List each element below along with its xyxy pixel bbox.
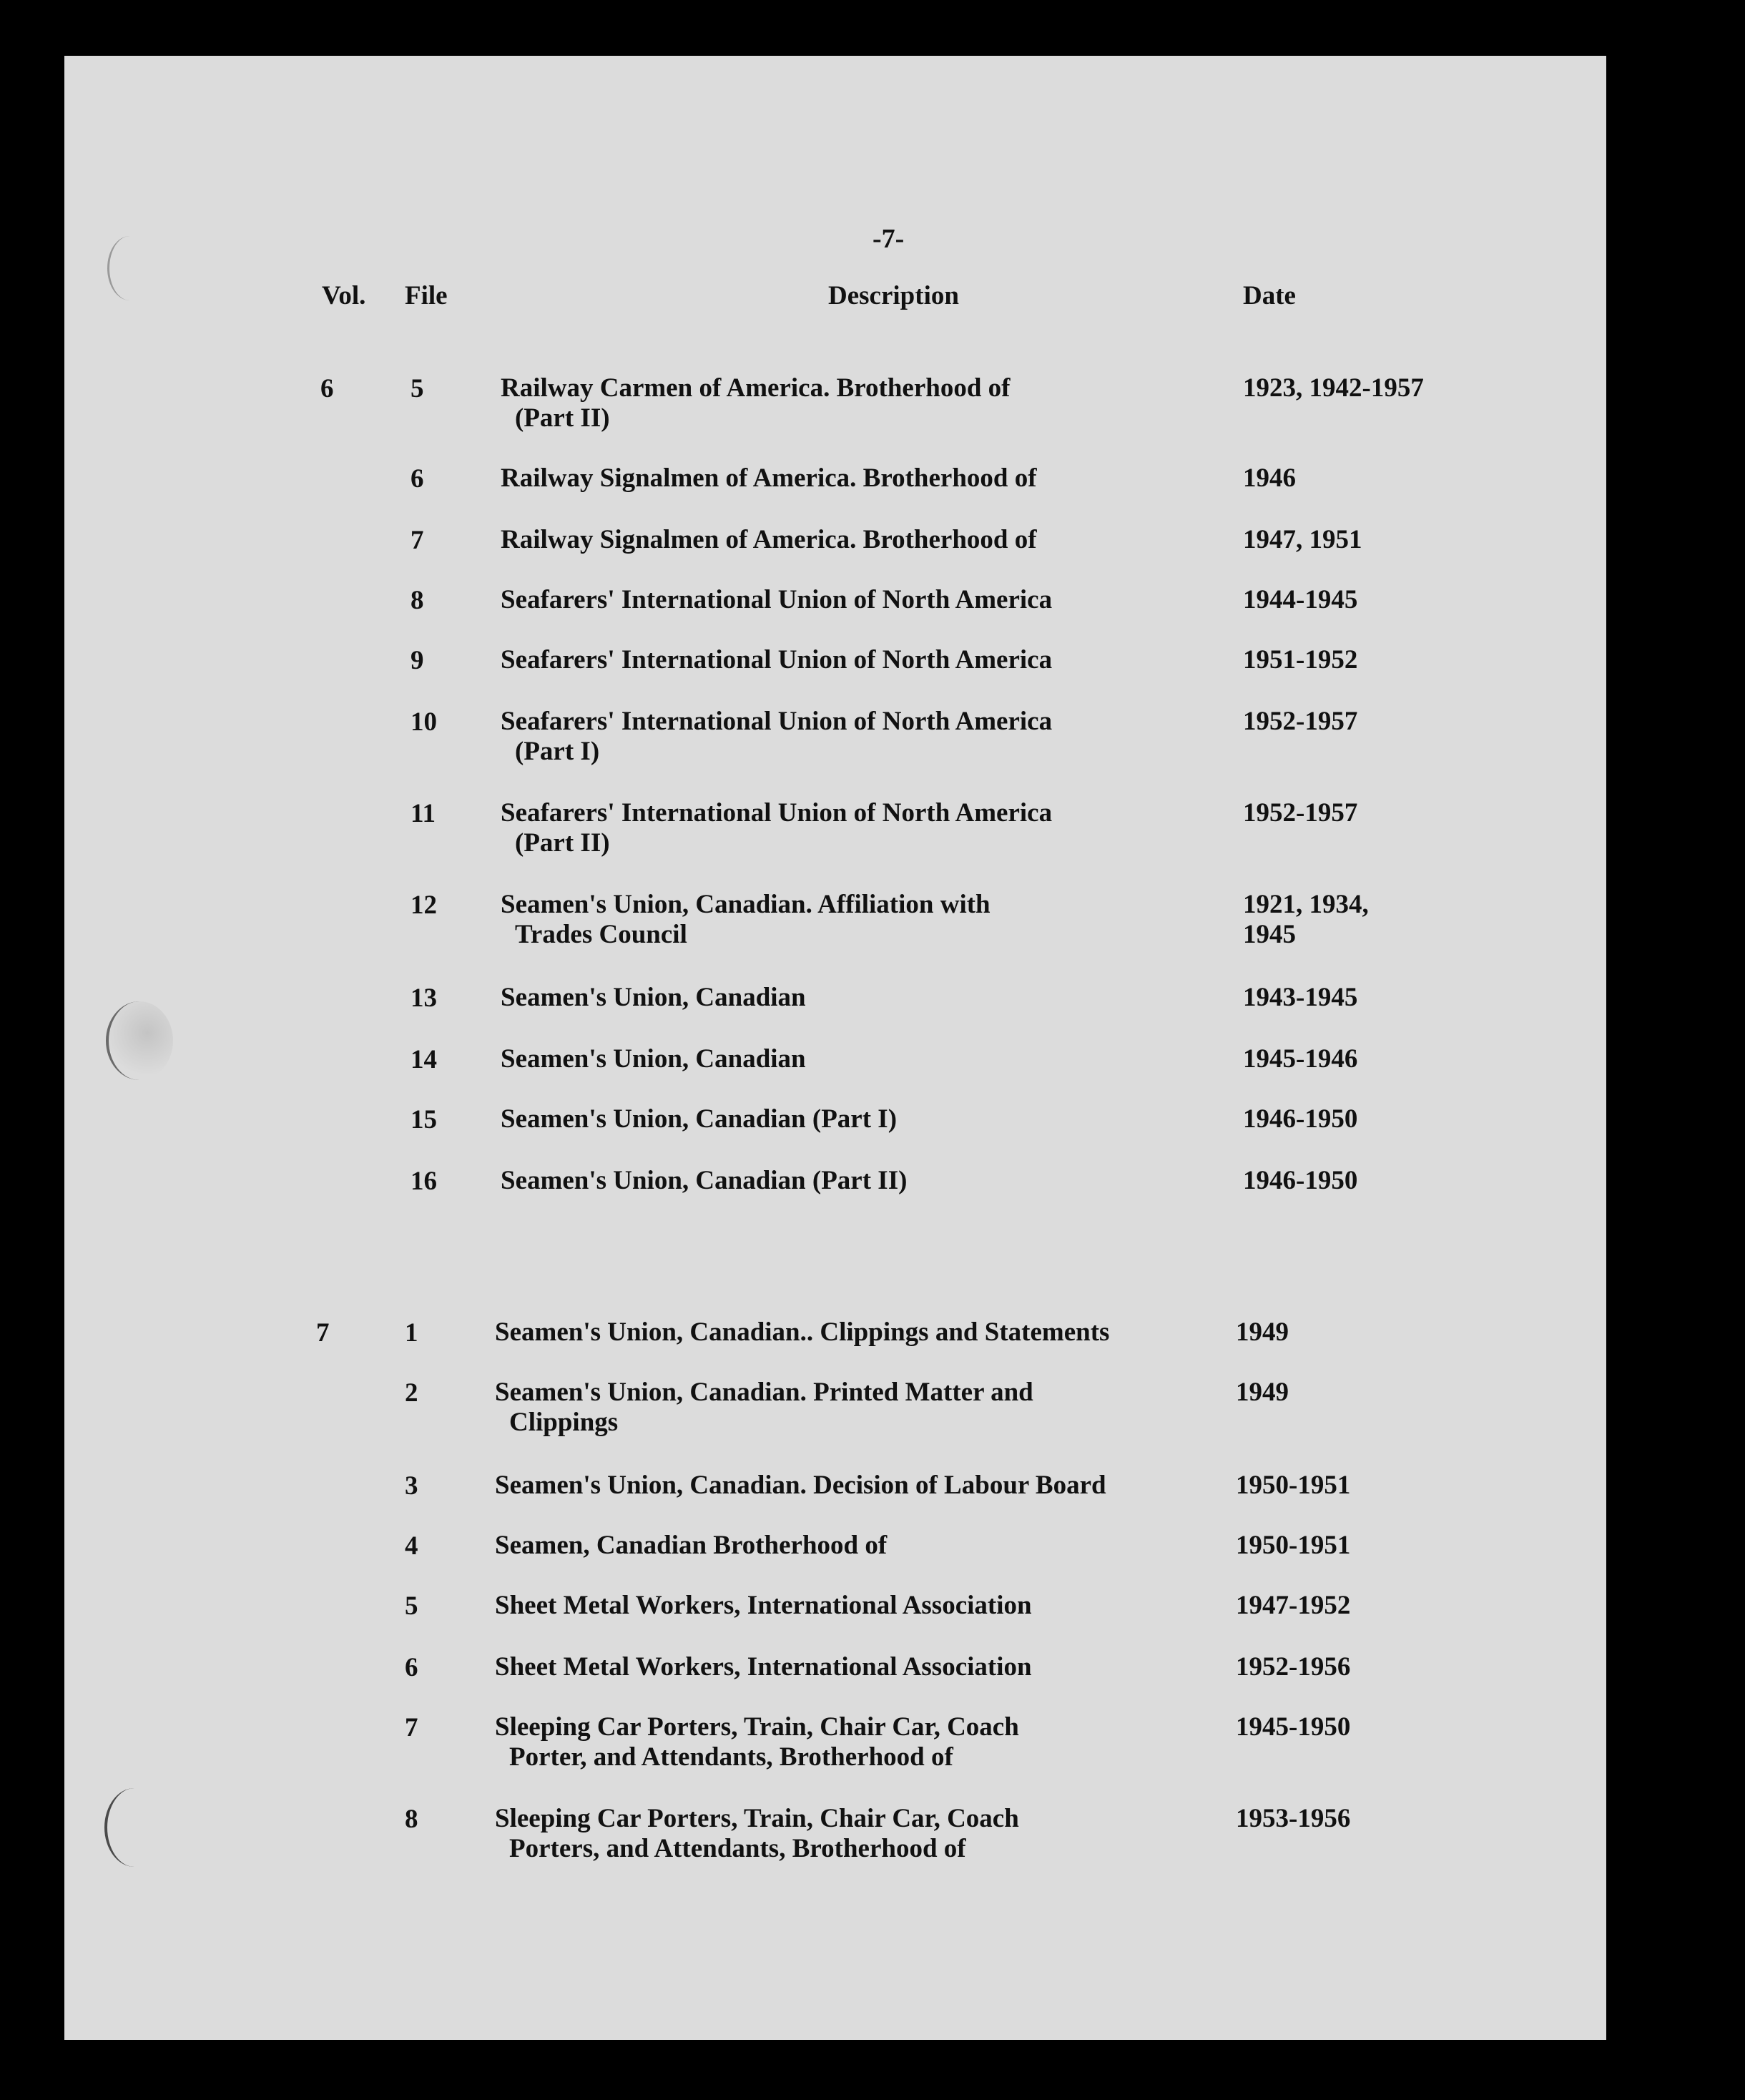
header-file: File: [405, 281, 448, 310]
description: [495, 1804, 1019, 1864]
date-range: [1243, 890, 1369, 950]
description-line: Railway Signalmen of America. Brotherhood of: [501, 525, 1037, 554]
description: [501, 983, 806, 1013]
file-number: 12: [411, 890, 437, 920]
description: [501, 373, 1011, 433]
file-number: 1: [405, 1318, 418, 1348]
date-line: 1947, 1951: [1243, 525, 1362, 554]
date-range: [1236, 1531, 1350, 1561]
description-line: Seamen's Union, Canadian (Part I): [501, 1104, 898, 1134]
description-line: Seamen's Union, Canadian. Affiliation with: [501, 890, 991, 919]
file-number: 5: [405, 1591, 418, 1621]
description: [501, 463, 1037, 494]
description: [501, 707, 1052, 767]
description-line: Seamen's Union, Canadian: [501, 983, 806, 1012]
description-line: Seafarers' International Union of North America: [501, 798, 1053, 828]
date-range: [1243, 645, 1357, 675]
list-item: [0, 1591, 1745, 1648]
list-item: [0, 1378, 1745, 1435]
punch-hole-mark: [107, 236, 152, 300]
date-range: [1236, 1591, 1350, 1621]
file-number: 5: [411, 374, 424, 403]
list-item: [0, 707, 1745, 764]
description-line: (Part II): [515, 828, 610, 858]
file-number: 13: [411, 983, 437, 1013]
date-line: 1945: [1243, 920, 1296, 949]
description-line: Sheet Metal Workers, International Association: [495, 1591, 1032, 1620]
file-number: 4: [405, 1531, 418, 1561]
vol-number: 7: [316, 1318, 330, 1348]
description-line: Porters, and Attendants, Brotherhood of: [509, 1834, 966, 1863]
file-number: 9: [411, 646, 424, 675]
description-line: Seamen's Union, Canadian.. Clippings and Statements: [495, 1318, 1110, 1347]
description: [501, 890, 991, 950]
date-line: 1953-1956: [1236, 1804, 1351, 1833]
file-number: 7: [411, 526, 424, 555]
list-item: [0, 983, 1745, 1040]
date-range: [1243, 1044, 1357, 1074]
list-item: [0, 1712, 1745, 1770]
list-item: [0, 1318, 1745, 1375]
description: [495, 1531, 887, 1561]
date-line: 1946-1950: [1243, 1104, 1358, 1134]
list-item: [0, 645, 1745, 702]
date-range: [1243, 1104, 1357, 1134]
file-number: 7: [405, 1713, 418, 1742]
date-range: [1236, 1712, 1350, 1742]
date-line: 1923, 1942-1957: [1243, 373, 1424, 403]
file-number: 15: [411, 1105, 437, 1134]
date-range: [1243, 1166, 1357, 1196]
date-line: 1945-1950: [1236, 1712, 1351, 1742]
date-line: 1946-1950: [1243, 1166, 1358, 1195]
header-description: Description: [828, 281, 959, 310]
description-line: Seafarers' International Union of North America: [501, 585, 1053, 614]
date-range: [1243, 463, 1296, 494]
description-line: Railway Carmen of America. Brotherhood of: [501, 373, 1011, 403]
description: [501, 585, 1052, 615]
description: [501, 798, 1052, 858]
header-date: Date: [1243, 281, 1296, 310]
file-number: 3: [405, 1471, 418, 1501]
file-number: 16: [411, 1167, 437, 1196]
description-line: Seamen's Union, Canadian. Printed Matter and: [495, 1378, 1033, 1407]
description: [501, 525, 1037, 555]
list-item: [0, 1166, 1745, 1223]
date-range: [1243, 798, 1357, 828]
page-number: -7-: [872, 224, 905, 254]
date-range: [1236, 1318, 1289, 1348]
description-line: Seafarers' International Union of North America: [501, 707, 1053, 736]
list-item: [0, 1531, 1745, 1588]
description: [501, 645, 1052, 675]
description: [495, 1318, 1109, 1348]
file-number: 6: [411, 464, 424, 494]
list-item: [0, 1652, 1745, 1709]
description-line: Sheet Metal Workers, International Association: [495, 1652, 1032, 1682]
description: [495, 1591, 1032, 1621]
list-item: [0, 798, 1745, 858]
date-range: [1243, 525, 1362, 555]
description-line: Clippings: [509, 1408, 619, 1437]
date-range: [1236, 1471, 1350, 1501]
date-range: [1243, 373, 1424, 403]
file-number: 2: [405, 1378, 418, 1408]
file-number: 10: [411, 707, 437, 737]
description-line: Railway Signalmen of America. Brotherhood of: [501, 463, 1037, 493]
date-line: 1949: [1236, 1318, 1289, 1347]
list-item: [0, 890, 1745, 947]
file-number: 14: [411, 1045, 437, 1074]
file-number: 8: [411, 586, 424, 615]
list-item: [0, 463, 1745, 521]
date-range: [1243, 983, 1357, 1013]
date-line: 1952-1957: [1243, 707, 1358, 736]
list-item: [0, 1044, 1745, 1101]
description-line: (Part I): [515, 737, 600, 766]
description-line: Porter, and Attendants, Brotherhood of: [509, 1742, 953, 1772]
description-line: (Part II): [515, 403, 610, 433]
date-range: [1243, 707, 1357, 737]
list-item: [0, 373, 1745, 431]
vol-number: 6: [320, 374, 334, 403]
file-number: 11: [411, 799, 436, 828]
description: [501, 1044, 806, 1074]
file-number: 8: [405, 1805, 418, 1834]
description-line: Seamen, Canadian Brotherhood of: [495, 1531, 888, 1560]
date-line: 1952-1957: [1243, 798, 1358, 828]
date-line: 1943-1945: [1243, 983, 1358, 1012]
description-line: Sleeping Car Porters, Train, Chair Car, Coach: [495, 1804, 1019, 1833]
list-item: [0, 1104, 1745, 1162]
list-item: [0, 585, 1745, 642]
list-item: [0, 1804, 1745, 1861]
description: [495, 1471, 1106, 1501]
date-line: 1950-1951: [1236, 1471, 1351, 1500]
description-line: Seamen's Union, Canadian: [501, 1044, 806, 1074]
date-range: [1236, 1378, 1289, 1408]
date-range: [1236, 1652, 1350, 1682]
description-line: Seafarers' International Union of North America: [501, 645, 1053, 674]
date-line: 1945-1946: [1243, 1044, 1358, 1074]
description: [501, 1166, 907, 1196]
description-line: Trades Council: [515, 920, 687, 949]
date-range: [1236, 1804, 1350, 1834]
date-line: 1952-1956: [1236, 1652, 1351, 1682]
date-line: 1921, 1934,: [1243, 890, 1369, 919]
date-range: [1243, 585, 1357, 615]
description-line: Seamen's Union, Canadian. Decision of Labour Board: [495, 1471, 1106, 1500]
file-number: 6: [405, 1653, 418, 1682]
date-line: 1944-1945: [1243, 585, 1358, 614]
description: [495, 1712, 1019, 1772]
date-line: 1951-1952: [1243, 645, 1358, 674]
description: [501, 1104, 897, 1134]
date-line: 1946: [1243, 463, 1296, 493]
header-vol: Vol.: [322, 281, 366, 310]
date-line: 1949: [1236, 1378, 1289, 1407]
description: [495, 1652, 1032, 1682]
list-item: [0, 525, 1745, 582]
description-line: Sleeping Car Porters, Train, Chair Car, Coach: [495, 1712, 1019, 1742]
description-line: Seamen's Union, Canadian (Part II): [501, 1166, 908, 1195]
date-line: 1947-1952: [1236, 1591, 1351, 1620]
list-item: [0, 1471, 1745, 1528]
description: [495, 1378, 1033, 1438]
date-line: 1950-1951: [1236, 1531, 1351, 1560]
